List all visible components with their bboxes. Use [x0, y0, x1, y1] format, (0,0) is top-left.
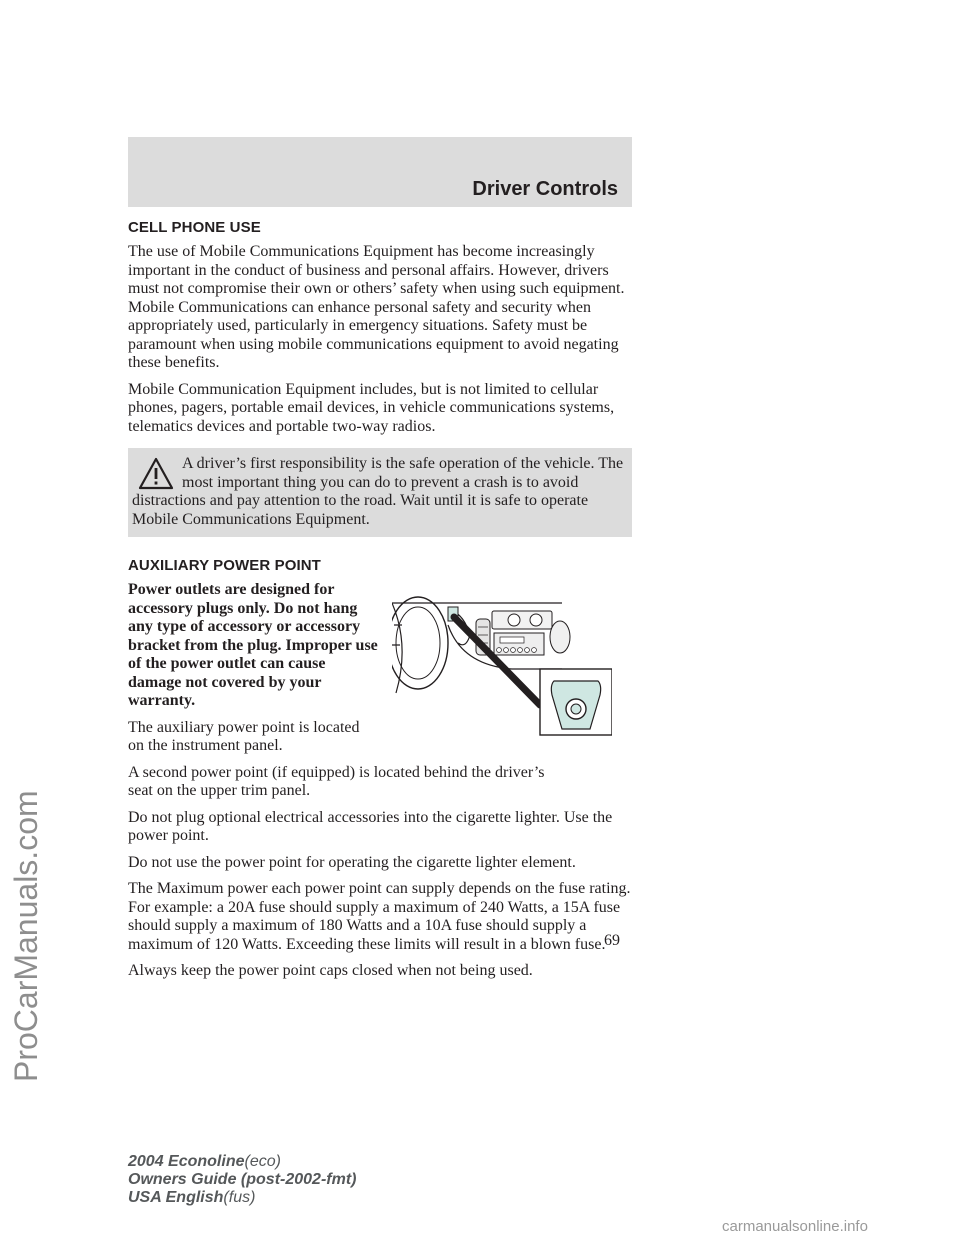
- page-number: 69: [604, 932, 620, 949]
- cell-phone-para-2: Mobile Communication Equipment includes, but is not limited to cellular phones, pagers, portable email devices, in vehicle communications systems, telematics devices and portable two-way radios.: [128, 380, 615, 435]
- aux-power-para-5: The Maximum power each power point can supply depends on the fuse rating. For example: a 20A fuse should supply a maximum of 240 Watts, a 15A fuse should supply a maximum of 180 Watts and a 10A fuse should supply a maximum of 120 Watts. Exceeding these limits will result in a blown fuse.: [128, 880, 631, 953]
- footer-line-2: [128, 1171, 356, 1189]
- warning-triangle-icon: [138, 457, 174, 491]
- chapter-header-band: [128, 137, 632, 207]
- footer-guide: Owners Guide (post-2002-fmt): [128, 1171, 357, 1188]
- warning-text: A driver’s first responsibility is the safe operation of the vehicle. The most important thing you can do to prevent a crash is to avoid distractions and pay attention to the road. Wait until it is safe to operate Mobile Communications Equipment.: [132, 455, 624, 528]
- footer-language: USA English: [128, 1189, 224, 1206]
- warning-box: [128, 448, 632, 537]
- aux-power-para-3: Do not plug optional electrical accessories into the cigarette lighter. Use the power point.: [128, 808, 613, 844]
- page-content: [128, 219, 632, 989]
- footer-line-3: [128, 1189, 356, 1207]
- aux-power-heading: AUXILIARY POWER POINT: [128, 557, 321, 574]
- footer-language-code: (fus): [223, 1189, 256, 1206]
- sidebar-watermark: ProCarManuals.com: [8, 790, 44, 1082]
- footer-line-1: [128, 1153, 356, 1171]
- chapter-title: Driver Controls: [472, 178, 618, 200]
- aux-power-para-2: A second power point (if equipped) is located behind the driver’s seat on the upper trim panel.: [128, 763, 545, 799]
- cell-phone-para-1: The use of Mobile Communications Equipment has become increasingly important in the conduct of business and personal affairs. However, drivers must not compromise their own or others’ safety when using such equipment. Mobile Communications can enhance personal safety and security when appropriately used, particularly in emergency situations. Safety must be paramount when using mobile communications equipment to avoid negating these benefits.: [128, 243, 625, 371]
- aux-power-section: [128, 557, 632, 981]
- cell-phone-heading: CELL PHONE USE: [128, 219, 261, 236]
- document-footer: [128, 1153, 356, 1207]
- power-point-illustration: [392, 585, 612, 745]
- aux-power-para-4: Do not use the power point for operating the cigarette lighter element.: [128, 853, 576, 871]
- footer-watermark: carmanualsonline.info: [722, 1218, 868, 1235]
- footer-model: 2004 Econoline: [128, 1153, 245, 1170]
- aux-power-warning: Power outlets are designed for accessory plugs only. Do not hang any type of accessory or accessory bracket from the plug. Improper use of the power outlet can cause damage not covered by your warranty.: [128, 581, 378, 709]
- aux-power-para-1: The auxiliary power point is located on the instrument panel.: [128, 718, 360, 754]
- footer-model-code: (eco): [244, 1153, 281, 1170]
- aux-power-para-6: Always keep the power point caps closed when not being used.: [128, 962, 533, 979]
